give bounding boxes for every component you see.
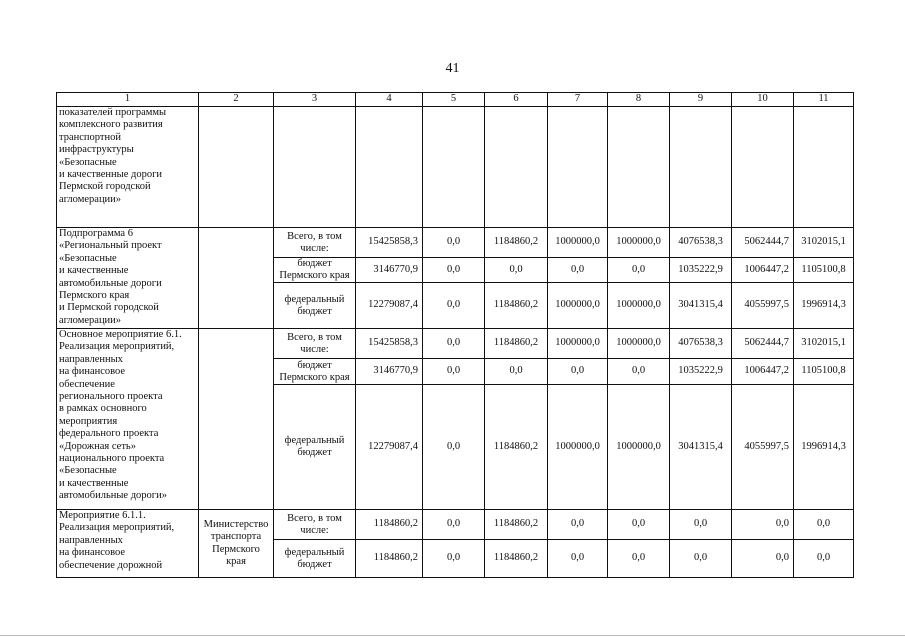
amount-cell: 1035222,9 bbox=[670, 258, 732, 283]
amount-cell: 0,0 bbox=[423, 283, 485, 329]
amount-cell: 1996914,3 bbox=[794, 385, 854, 510]
table-row bbox=[57, 228, 854, 258]
column-header: 1 bbox=[57, 93, 199, 107]
program-name-cell: Основное мероприятие 6.1. Реализация мероприятий, направленных на финансовое обеспечение регионального проекта в рамках основного мероприятия федерального проекта «Дорожная сеть» национального проекта «Безопасные и качественные автомобильные дороги» bbox=[57, 329, 199, 510]
column-header: 7 bbox=[548, 93, 608, 107]
funding-source-cell: Всего, в том числе: bbox=[274, 228, 356, 258]
column-header: 5 bbox=[423, 93, 485, 107]
amount-cell: 0,0 bbox=[548, 540, 608, 578]
amount-cell: 3102015,1 bbox=[794, 329, 854, 359]
funding-source-cell: федеральный бюджет bbox=[274, 385, 356, 510]
amount-cell: 0,0 bbox=[608, 510, 670, 540]
budget-table bbox=[56, 92, 854, 578]
amount-cell: 0,0 bbox=[608, 258, 670, 283]
empty-cell bbox=[356, 107, 423, 228]
program-name-cell: Подпрограмма 6 «Региональный проект «Безопасные и качественные автомобильные дороги Пермского края и Пермской городской агломерации» bbox=[57, 228, 199, 329]
column-header: 2 bbox=[199, 93, 274, 107]
funding-source-cell: федеральный бюджет bbox=[274, 283, 356, 329]
empty-cell bbox=[274, 107, 356, 228]
amount-cell: 1000000,0 bbox=[608, 385, 670, 510]
amount-cell: 15425858,3 bbox=[356, 228, 423, 258]
funding-source-cell: федеральный бюджет bbox=[274, 540, 356, 578]
amount-cell: 0,0 bbox=[548, 359, 608, 385]
amount-cell: 1184860,2 bbox=[485, 510, 548, 540]
amount-cell: 0,0 bbox=[794, 510, 854, 540]
table-row bbox=[57, 107, 854, 228]
amount-cell: 1006447,2 bbox=[732, 258, 794, 283]
amount-cell: 3041315,4 bbox=[670, 283, 732, 329]
amount-cell: 0,0 bbox=[608, 359, 670, 385]
amount-cell: 5062444,7 bbox=[732, 329, 794, 359]
column-header: 10 bbox=[732, 93, 794, 107]
amount-cell: 1184860,2 bbox=[485, 228, 548, 258]
amount-cell: 0,0 bbox=[423, 329, 485, 359]
amount-cell: 1000000,0 bbox=[548, 228, 608, 258]
amount-cell: 1035222,9 bbox=[670, 359, 732, 385]
empty-cell bbox=[608, 107, 670, 228]
amount-cell: 0,0 bbox=[485, 258, 548, 283]
amount-cell: 0,0 bbox=[670, 540, 732, 578]
funding-source-cell: Всего, в том числе: bbox=[274, 329, 356, 359]
amount-cell: 0,0 bbox=[608, 540, 670, 578]
amount-cell: 0,0 bbox=[732, 540, 794, 578]
amount-cell: 1996914,3 bbox=[794, 283, 854, 329]
empty-cell bbox=[485, 107, 548, 228]
empty-cell bbox=[732, 107, 794, 228]
amount-cell: 1000000,0 bbox=[548, 283, 608, 329]
executor-cell bbox=[199, 107, 274, 228]
amount-cell: 0,0 bbox=[423, 359, 485, 385]
amount-cell: 0,0 bbox=[670, 510, 732, 540]
amount-cell: 15425858,3 bbox=[356, 329, 423, 359]
funding-source-cell: бюджет Пермского края bbox=[274, 359, 356, 385]
amount-cell: 5062444,7 bbox=[732, 228, 794, 258]
column-header: 11 bbox=[794, 93, 854, 107]
amount-cell: 0,0 bbox=[794, 540, 854, 578]
amount-cell: 3146770,9 bbox=[356, 258, 423, 283]
table-row bbox=[57, 329, 854, 359]
amount-cell: 12279087,4 bbox=[356, 385, 423, 510]
amount-cell: 0,0 bbox=[423, 385, 485, 510]
program-name-cell: Мероприятие 6.1.1. Реализация мероприятий, направленных на финансовое обеспечение дорожной bbox=[57, 510, 199, 578]
column-header: 9 bbox=[670, 93, 732, 107]
amount-cell: 1105100,8 bbox=[794, 359, 854, 385]
amount-cell: 0,0 bbox=[485, 359, 548, 385]
column-header: 3 bbox=[274, 93, 356, 107]
amount-cell: 1184860,2 bbox=[485, 283, 548, 329]
amount-cell: 1184860,2 bbox=[485, 540, 548, 578]
empty-cell bbox=[423, 107, 485, 228]
executor-cell bbox=[199, 228, 274, 329]
amount-cell: 4076538,3 bbox=[670, 329, 732, 359]
amount-cell: 0,0 bbox=[423, 510, 485, 540]
amount-cell: 3146770,9 bbox=[356, 359, 423, 385]
empty-cell bbox=[670, 107, 732, 228]
executor-cell: Министерство транспорта Пермского края bbox=[199, 510, 274, 578]
column-header: 8 bbox=[608, 93, 670, 107]
amount-cell: 1000000,0 bbox=[608, 329, 670, 359]
amount-cell: 4076538,3 bbox=[670, 228, 732, 258]
amount-cell: 3041315,4 bbox=[670, 385, 732, 510]
amount-cell: 1184860,2 bbox=[356, 540, 423, 578]
amount-cell: 0,0 bbox=[732, 510, 794, 540]
executor-cell bbox=[199, 329, 274, 510]
amount-cell: 1184860,2 bbox=[485, 329, 548, 359]
page-edge bbox=[0, 635, 905, 636]
amount-cell: 0,0 bbox=[548, 258, 608, 283]
amount-cell: 12279087,4 bbox=[356, 283, 423, 329]
amount-cell: 1006447,2 bbox=[732, 359, 794, 385]
amount-cell: 1000000,0 bbox=[548, 329, 608, 359]
funding-source-cell: бюджет Пермского края bbox=[274, 258, 356, 283]
empty-cell bbox=[548, 107, 608, 228]
empty-cell bbox=[794, 107, 854, 228]
amount-cell: 3102015,1 bbox=[794, 228, 854, 258]
amount-cell: 1000000,0 bbox=[608, 283, 670, 329]
table-header bbox=[57, 93, 854, 107]
amount-cell: 4055997,5 bbox=[732, 283, 794, 329]
amount-cell: 0,0 bbox=[423, 258, 485, 283]
amount-cell: 0,0 bbox=[423, 540, 485, 578]
table-row bbox=[57, 510, 854, 540]
column-header: 4 bbox=[356, 93, 423, 107]
column-header: 6 bbox=[485, 93, 548, 107]
amount-cell: 0,0 bbox=[423, 228, 485, 258]
amount-cell: 4055997,5 bbox=[732, 385, 794, 510]
program-name-cell: показателей программы комплексного развития транспортной инфраструктуры «Безопасные и качественные дороги Пермской городской агломерации» bbox=[57, 107, 199, 228]
table-body bbox=[57, 107, 854, 578]
amount-cell: 0,0 bbox=[548, 510, 608, 540]
amount-cell: 1000000,0 bbox=[548, 385, 608, 510]
amount-cell: 1105100,8 bbox=[794, 258, 854, 283]
funding-source-cell: Всего, в том числе: bbox=[274, 510, 356, 540]
amount-cell: 1184860,2 bbox=[356, 510, 423, 540]
page-number: 41 bbox=[445, 61, 460, 76]
amount-cell: 1184860,2 bbox=[485, 385, 548, 510]
amount-cell: 1000000,0 bbox=[608, 228, 670, 258]
